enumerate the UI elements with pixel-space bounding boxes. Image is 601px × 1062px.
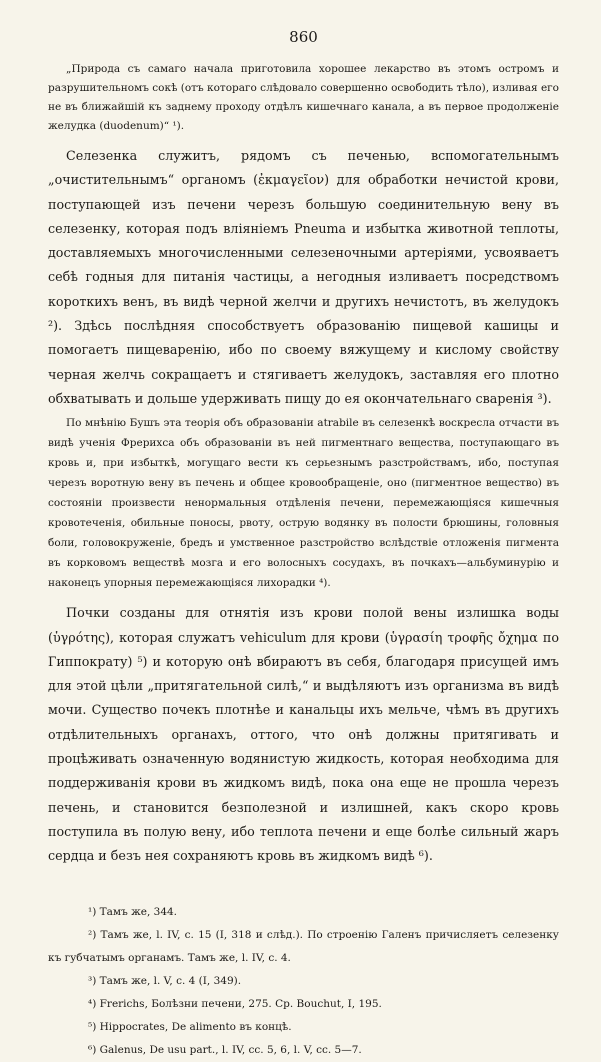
footnote-4: ⁴) Frerichs, Болѣзни печени, 275. Ср. Bouchut, I, 195. (88, 997, 382, 1010)
footnote-2: ²) Тамъ же, l. IV, c. 15 (I, 318 и слѣд.). По строенію Галенъ причисляетъ селезенку къ губчатымъ органамъ. Тамъ же, l. IV, c. 4. (48, 928, 559, 964)
footnote-3: ³) Тамъ же, l. V, c. 4 (I, 349). (88, 974, 242, 987)
footnote-6: ⁶) Galenus, De usu part., l. IV, cc. 5, 6, l. V, cc. 5—7. (88, 1043, 362, 1056)
footnote-1: ¹) Тамъ же, 344. (88, 905, 178, 918)
footnote-5: ⁵) Hippocrates, De alimento въ концѣ. (88, 1020, 292, 1033)
kidneys-paragraph: Почки созданы для отнятія изъ крови полой вены излишка воды (ὑγρότης), которая служатъ vehiculum для крови (ὑγρασίη τροφῆς ὄχημα по Гиппократу) ⁵) и которую онѣ вбираютъ въ себя, благодаря присущей имъ для этой цѣли „притягательной силѣ,“ и выдѣляютъ изъ организма въ видѣ мочи. Существо почекъ плотнѣе и канальцы ихъ мельче, чѣмъ въ другихъ отдѣлительныхъ органахъ, оттого, что онѣ должны притягивать и процѣживать означенную водянистую жидкость, которая необходима для поддерживанія крови въ жидкомъ видѣ, пока она еще не прошла черезъ печень, и становится безполезной и излишней, какъ скоро кровь поступила въ полую вену, ибо теплота печени и еще болѣе сильный жаръ сердца и безъ нея сохраняютъ кровь въ жидкомъ видѣ ⁶). (48, 605, 559, 864)
spleen-paragraph: Селезенка служитъ, рядомъ съ печенью, вспомогательнымъ „очистительнымъ“ органомъ (ἐκμαγεῖον) для обработки нечистой крови, поступающей изъ печени черезъ большую соединительную вену въ селезенку, которая подъ вліяніемъ Pneuma и избытка животной теплоты, доставляемыхъ многочисленными селезеночными артеріями, усвояваетъ себѣ годныя для питанія частицы, а негодныя изливаетъ посредствомъ короткихъ венъ, въ видѣ черной желчи и другихъ нечистотъ, въ желудокъ ²). Здѣсь послѣдняя способствуетъ образованію пищевой кашицы и помогаетъ пищеваренію, ибо по своему вяжущему и кислому свойству черная желчь сокращаетъ и стягиваетъ желудокъ, заставляя его плотно обхватывать и дольше удерживать пищу до ея окончательнаго сваренія ³). (48, 148, 559, 406)
busch-note-paragraph: По мнѣнію Бушъ эта теорія объ образованіи atrabile въ селезенкѣ воскресла отчасти въ видѣ ученія Фрерихса объ образованіи въ ней пигментнаго вещества, поступающаго въ кровь и, при избыткѣ, могущаго вести къ серьезнымъ разстройствамъ, ибо, поступая черезъ воротную вену въ печень и общее кровообращеніе, оно (пигментное вещество) въ состояніи произвести ненормальныя отдѣленія печени, перемежающіяся кишечныя кровотеченія, обильные поносы, рвоту, острую водянку въ полости брюшины, головныя боли, головокруженіе, бредъ и умственное разстройство вслѣдствіе отложенія пигмента въ корковомъ веществѣ мозга и его волосныхъ сосудахъ, въ почкахъ—альбуминурію и наконецъ упорныя перемежающіяся лихорадки ⁴). (48, 417, 559, 590)
footnotes-section (48, 901, 559, 1062)
page-number: 860 (289, 28, 318, 46)
quote-paragraph: „Природа съ самаго начала приготовила хорошее лекарство въ этомъ остромъ и разрушительномъ сокѣ (отъ котораго слѣдовало совершенно освободить тѣло), изливая его не въ ближайшій къ заднему проходу отдѣлъ кишечнаго канала, а въ первое продолженіе желудка (duodenum)“ ¹). (48, 63, 559, 132)
